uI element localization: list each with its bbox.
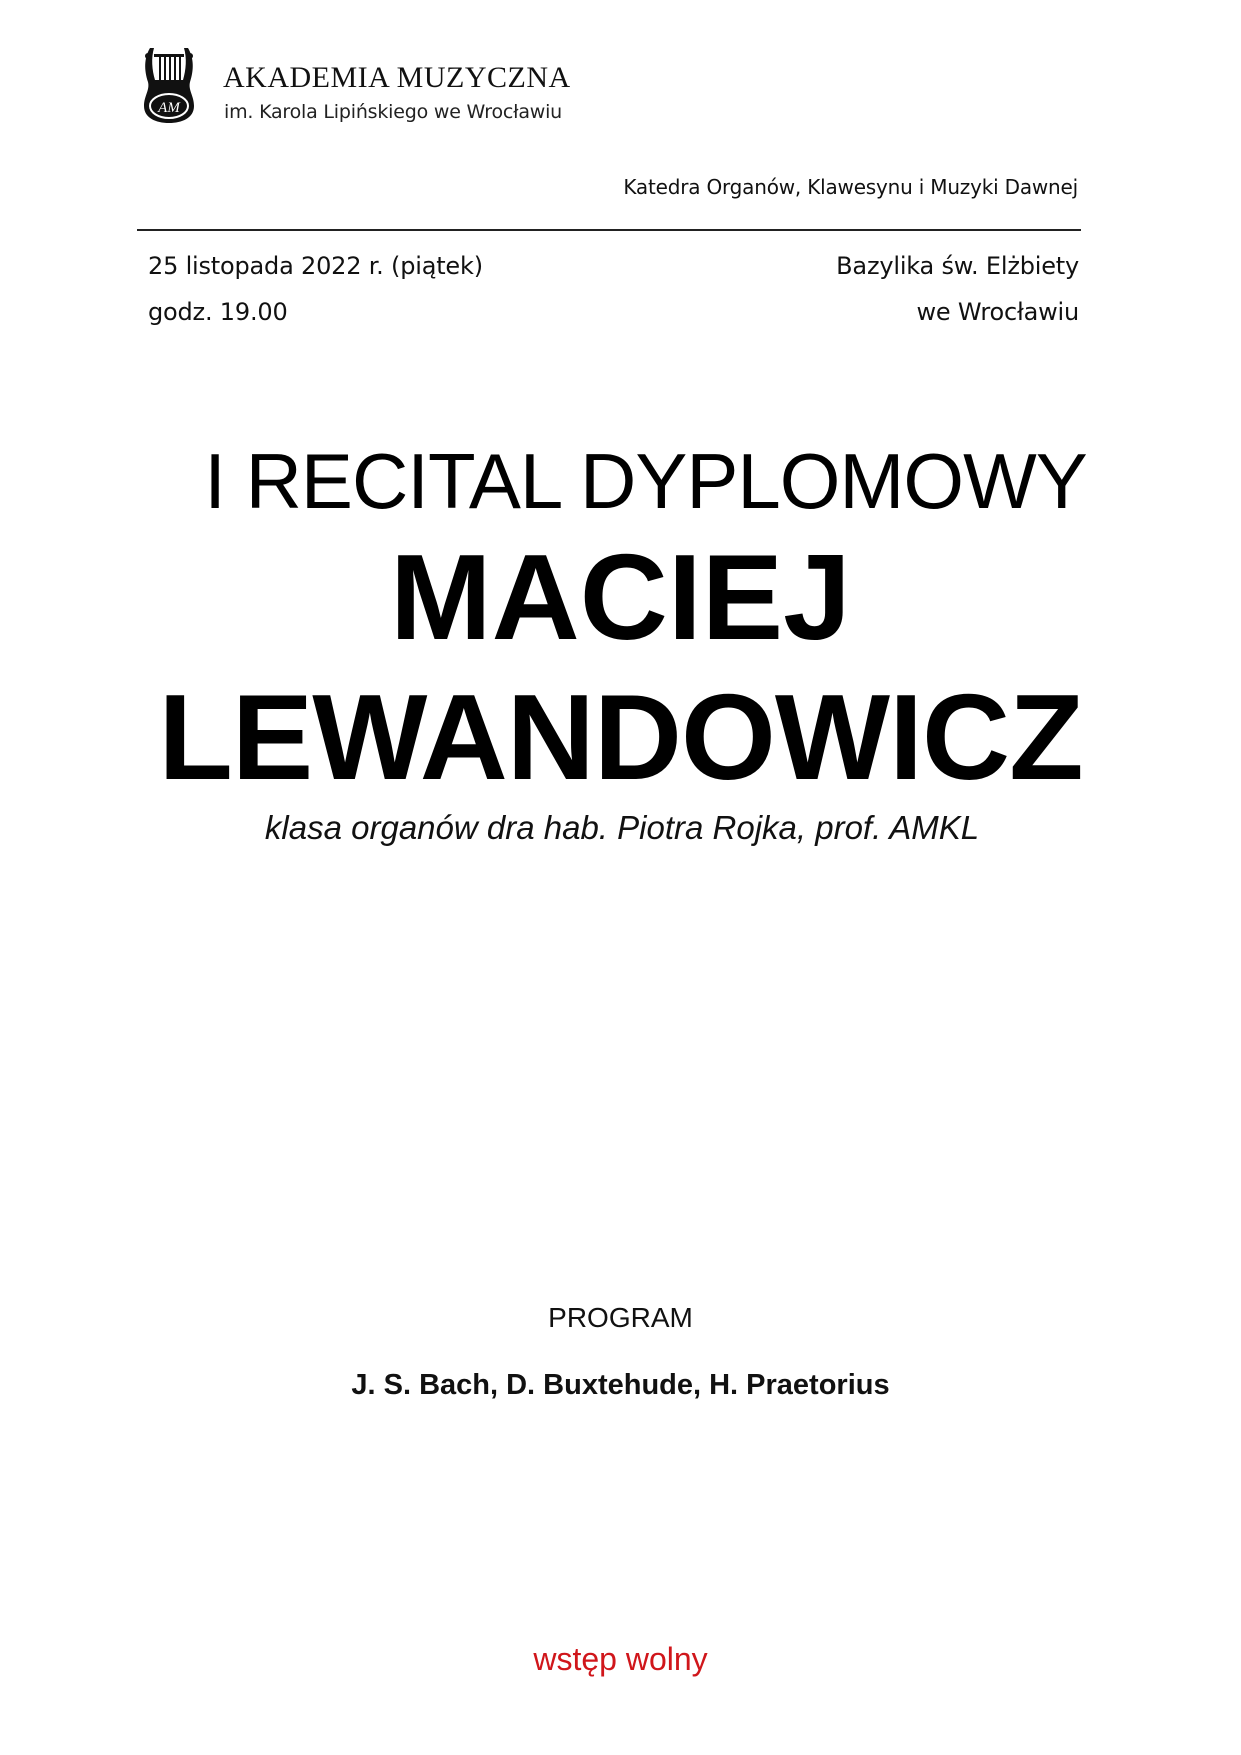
performer-last-name: LEWANDOWICZ [158, 669, 1083, 805]
event-date: 25 listopada 2022 r. (piątek) [148, 252, 483, 280]
venue-city: we Wrocławiu [916, 298, 1079, 326]
program-composers: J. S. Bach, D. Buxtehude, H. Praetorius [351, 1369, 890, 1401]
free-entry-note: wstęp wolny [533, 1641, 708, 1677]
venue-name: Bazylika św. Elżbiety [836, 252, 1079, 280]
logo-title: AKADEMIA MUZYCZNA [223, 61, 571, 94]
program-heading: PROGRAM [548, 1302, 693, 1333]
event-title: I RECITAL DYPLOMOWY [204, 437, 1087, 525]
lyre-logo-icon [140, 44, 198, 124]
svg-text:AM: AM [158, 100, 180, 116]
logo-subtitle: im. Karola Lipińskiego we Wrocławiu [224, 101, 563, 123]
event-time: godz. 19.00 [148, 298, 288, 326]
header-divider [137, 229, 1081, 231]
performer-first-name: MACIEJ [390, 529, 851, 665]
department-name: Katedra Organów, Klawesynu i Muzyki Dawnej [623, 175, 1078, 199]
class-info: klasa organów dra hab. Piotra Rojka, prof. AMKL [264, 809, 980, 846]
